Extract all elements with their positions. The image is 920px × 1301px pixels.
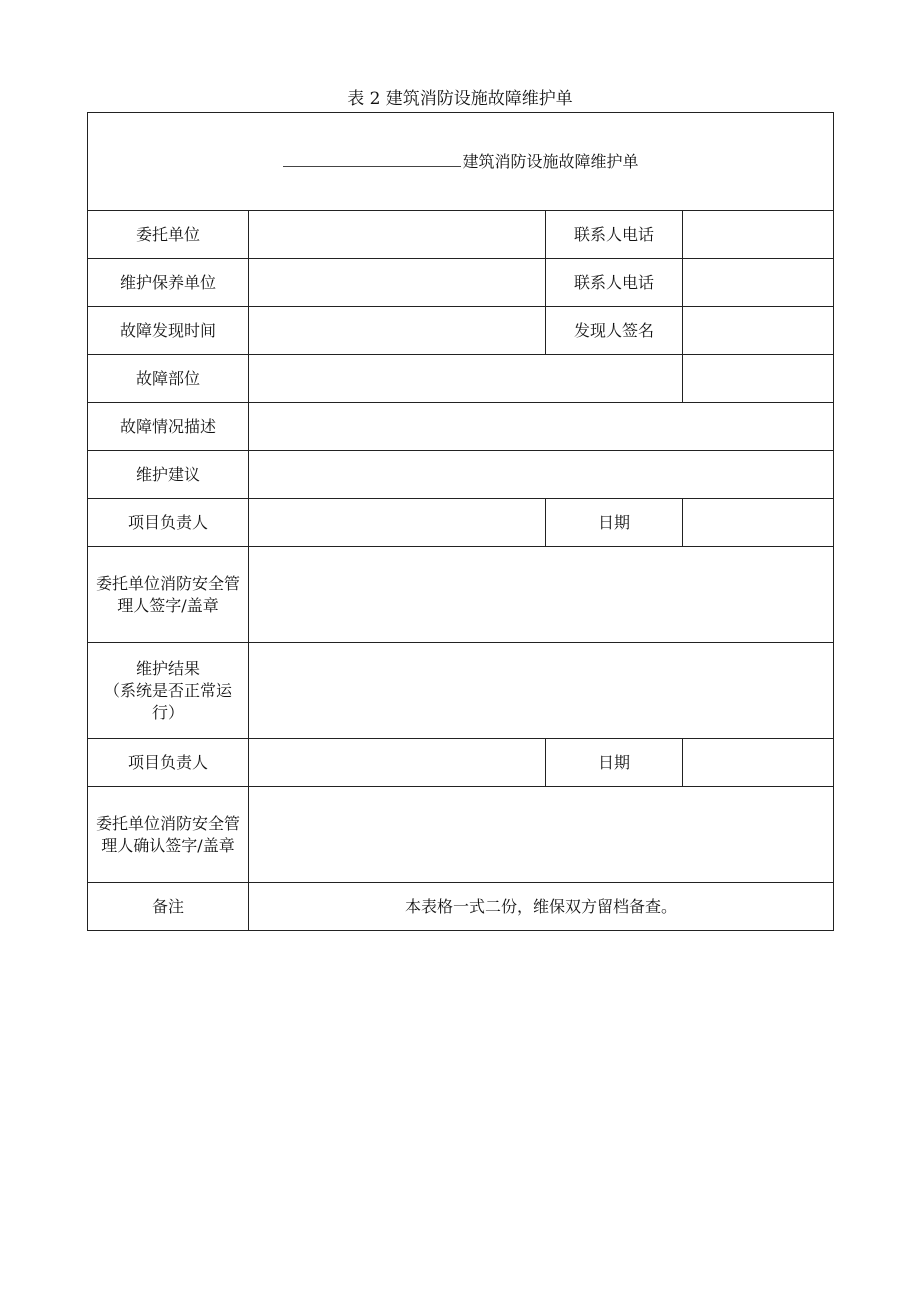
table-row [88, 259, 834, 307]
client-contact-phone-field[interactable] [683, 211, 834, 259]
client-manager-sign-label-line2: 理人签字/盖章 [117, 595, 219, 615]
table-row [88, 211, 834, 259]
date-label-2: 日期 [546, 739, 683, 787]
project-leader-field-2[interactable] [249, 739, 546, 787]
client-manager-sign-field[interactable] [249, 547, 834, 643]
maintenance-result-label-line2: （系统是否正常运 [103, 680, 232, 700]
client-manager-sign-label [88, 547, 249, 643]
project-leader-label: 项目负责人 [88, 499, 249, 547]
table-row [88, 451, 834, 499]
client-manager-confirm-label-line2: 理人确认签字/盖章 [101, 835, 235, 855]
maintenance-advice-field[interactable] [249, 451, 834, 499]
client-contact-phone-label: 联系人电话 [546, 211, 683, 259]
fault-maintenance-form [87, 112, 834, 931]
form-title: 建筑消防设施故障维护单 [462, 152, 639, 171]
fault-location-extra-field[interactable] [683, 355, 834, 403]
client-unit-field[interactable] [249, 211, 546, 259]
table-row [88, 355, 834, 403]
maintenance-unit-field[interactable] [249, 259, 546, 307]
fault-found-time-label: 故障发现时间 [88, 307, 249, 355]
table-row [88, 403, 834, 451]
client-manager-sign-label-line1: 委托单位消防安全管 [95, 573, 240, 593]
fault-found-time-field[interactable] [249, 307, 546, 355]
client-manager-confirm-field[interactable] [249, 787, 834, 883]
form-title-row [88, 113, 834, 211]
date-field[interactable] [683, 499, 834, 547]
maintenance-result-field[interactable] [249, 643, 834, 739]
maintenance-advice-label: 维护建议 [88, 451, 249, 499]
table-row [88, 883, 834, 931]
client-manager-confirm-label-line1: 委托单位消防安全管 [95, 813, 240, 833]
date-label: 日期 [546, 499, 683, 547]
finder-signature-label: 发现人签名 [546, 307, 683, 355]
fault-description-field[interactable] [249, 403, 834, 451]
maintenance-contact-phone-label: 联系人电话 [546, 259, 683, 307]
client-unit-label: 委托单位 [88, 211, 249, 259]
fault-description-label: 故障情况描述 [88, 403, 249, 451]
fault-location-label: 故障部位 [88, 355, 249, 403]
date-field-2[interactable] [683, 739, 834, 787]
maintenance-result-label-line1: 维护结果 [135, 658, 200, 678]
maintenance-result-label-line3: 行） [151, 702, 184, 722]
table-row [88, 739, 834, 787]
table-row [88, 643, 834, 739]
table-row [88, 307, 834, 355]
table-row [88, 499, 834, 547]
finder-signature-field[interactable] [683, 307, 834, 355]
maintenance-result-label [88, 643, 249, 739]
remarks-label: 备注 [88, 883, 249, 931]
fault-location-field[interactable] [249, 355, 683, 403]
client-manager-confirm-label [88, 787, 249, 883]
table-row [88, 787, 834, 883]
project-leader-field[interactable] [249, 499, 546, 547]
remarks-value: 本表格一式二份，维保双方留档备查。 [249, 883, 834, 931]
table-row [88, 547, 834, 643]
maintenance-unit-label: 维护保养单位 [88, 259, 249, 307]
table-caption: 表 2 建筑消防设施故障维护单 [347, 89, 573, 109]
building-name-blank[interactable] [283, 150, 461, 167]
project-leader-label-2: 项目负责人 [88, 739, 249, 787]
maintenance-contact-phone-field[interactable] [683, 259, 834, 307]
form-title-cell [88, 113, 834, 211]
